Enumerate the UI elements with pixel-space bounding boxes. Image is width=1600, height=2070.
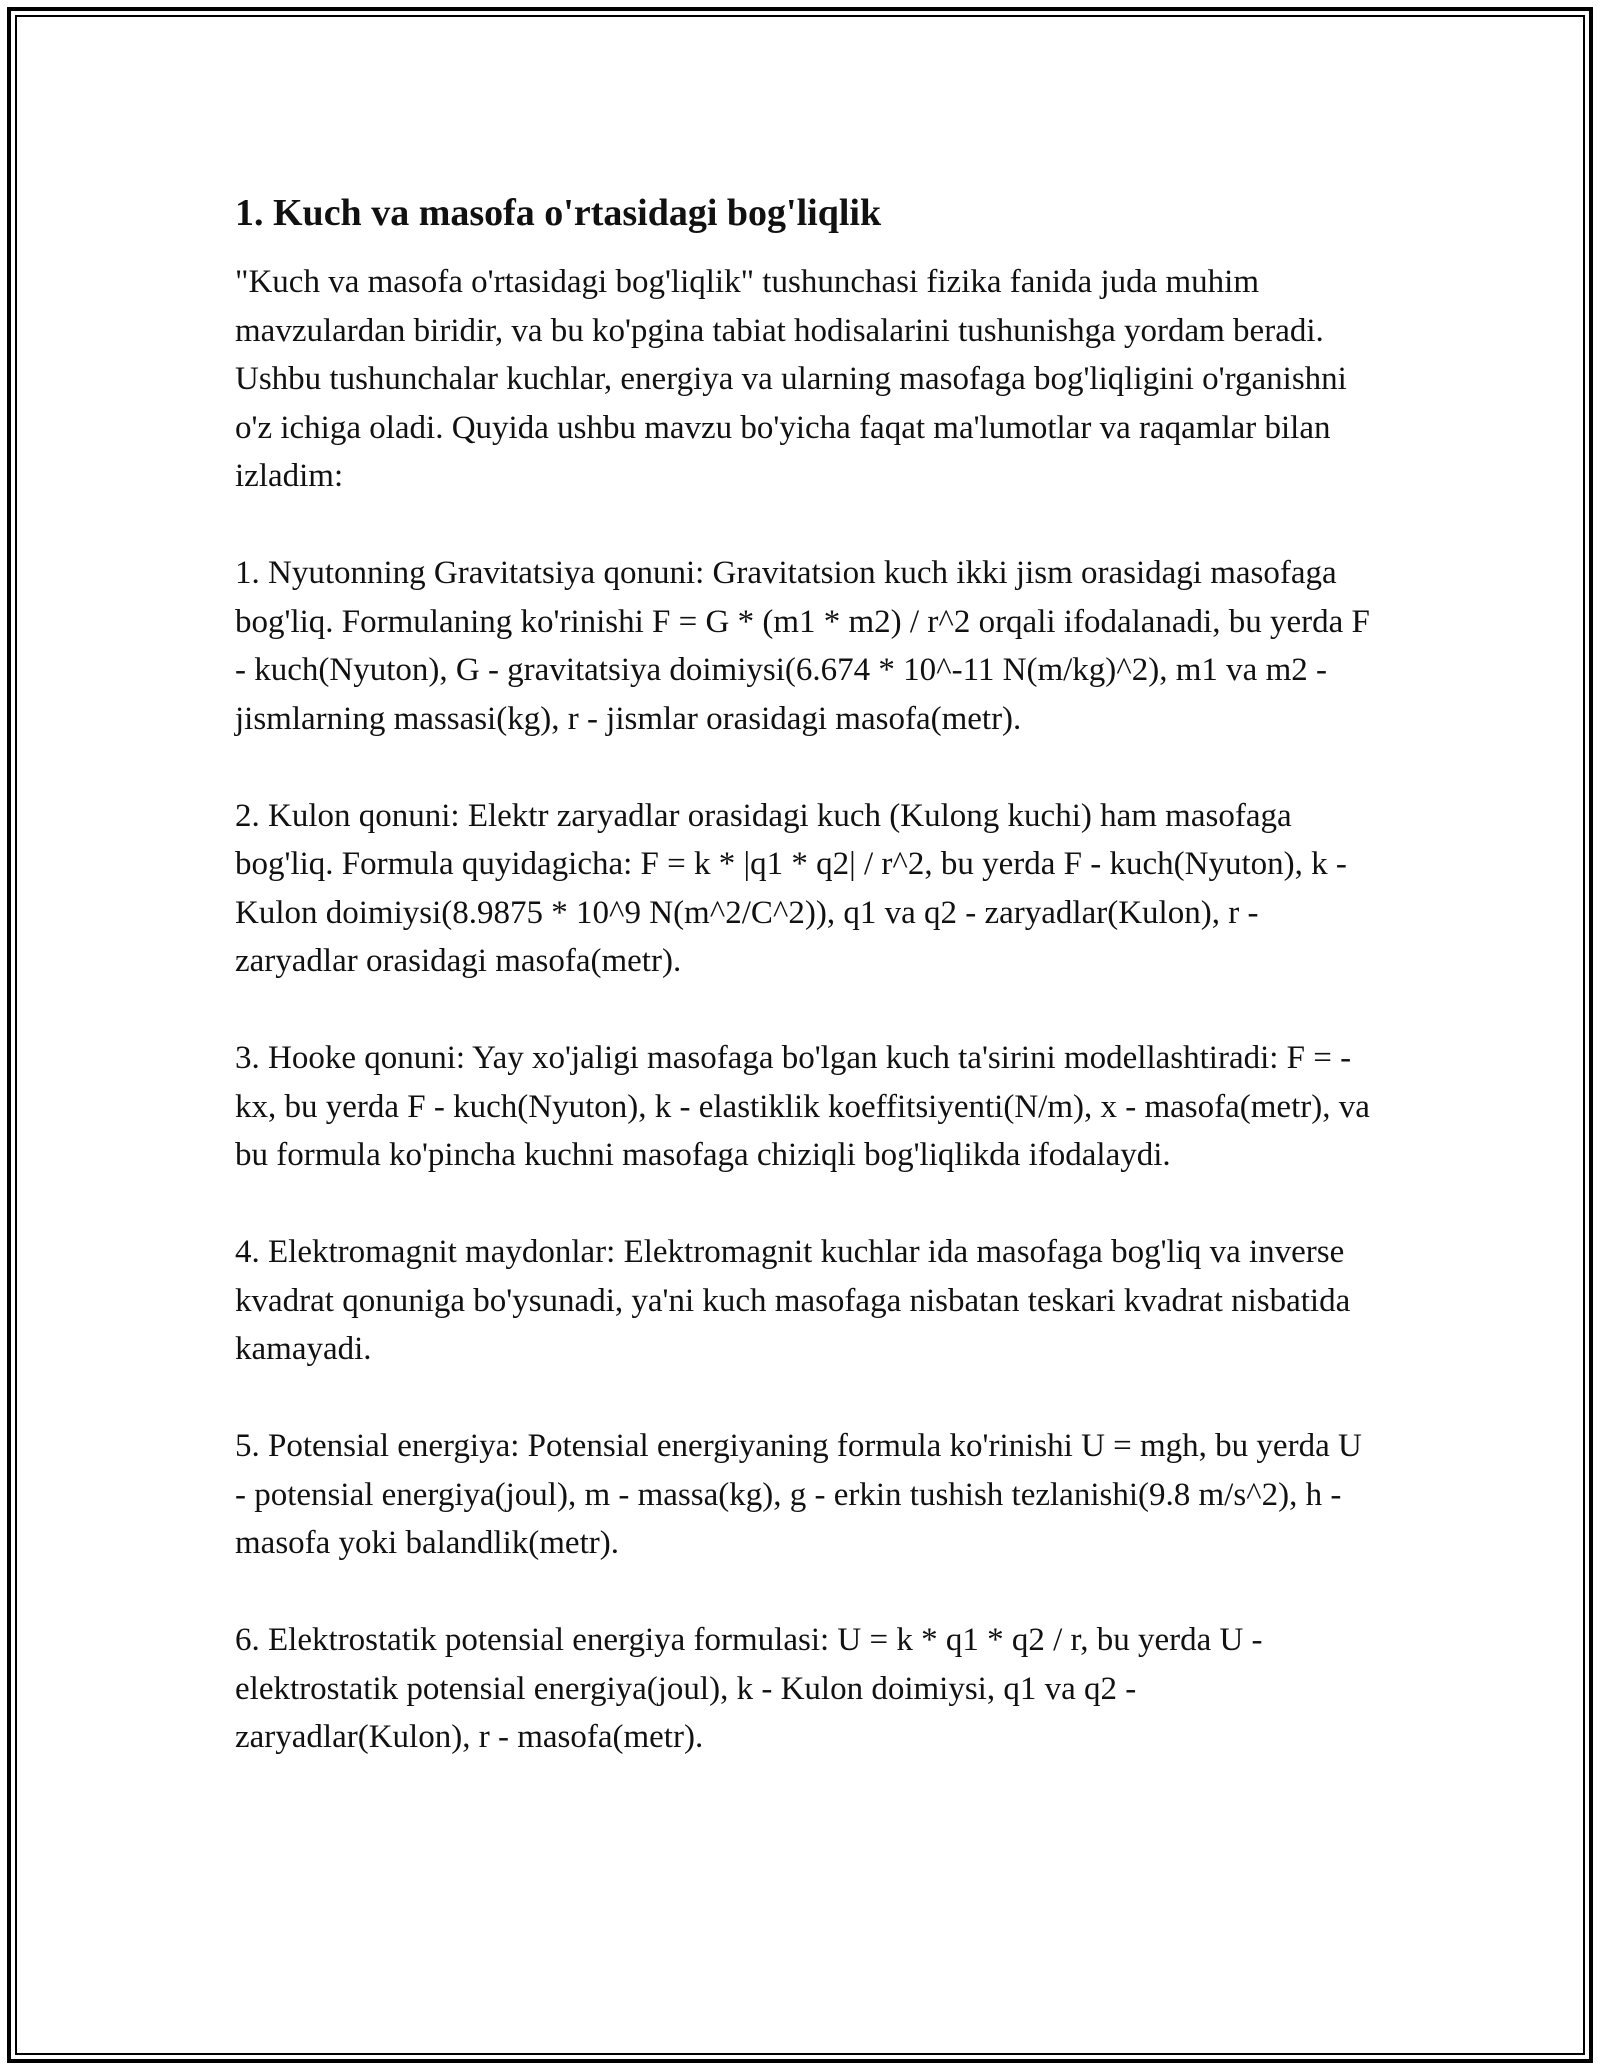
item-electromagnetic-fields: 4. Elektromagnit maydonlar: Elektromagnit kuchlar ida masofaga bog'liq va inverse kvadrat qonuniga bo'ysunadi, ya'ni kuch masofaga nisbatan teskari kvadrat nisbatida kamayadi.	[235, 1234, 1351, 1367]
document-title: 1. Kuch va masofa o'rtasidagi bog'liqlik	[235, 192, 882, 234]
item-gravitation-law: 1. Nyutonning Gravitatsiya qonuni: Gravitatsion kuch ikki jism orasidagi masofaga bog'liq. Formulaning ko'rinishi F = G * (m1 * m2) / r^2 orqali ifodalanadi, bu yerda F - kuch(Nyuton), G - gravitatsiya doimiysi(6.674 * 10^-11 N(m/kg)^2), m1 va m2 - jismlarning massasi(kg), r - jismlar orasidagi masofa(metr).	[235, 555, 1370, 737]
intro-paragraph: "Kuch va masofa o'rtasidagi bog'liqlik" tushunchasi fizika fanida juda muhim mavzulardan biridir, va bu ko'pgina tabiat hodisalarini tushunishga yordam beradi. Ushbu tushunchalar kuchlar, energiya va ularning masofaga bog'liqligini o'rganishni o'z ichiga oladi. Quyida ushbu mavzu bo'yicha faqat ma'lumotlar va raqamlar bilan izladim:	[235, 264, 1347, 494]
item-electrostatic-potential-energy: 6. Elektrostatik potensial energiya formulasi: U = k * q1 * q2 / r, bu yerda U - elektrostatik potensial energiya(joul), k - Kulon doimiysi, q1 va q2 - zaryadlar(Kulon), r - masofa(metr).	[235, 1622, 1263, 1755]
item-potential-energy: 5. Potensial energiya: Potensial energiyaning formula ko'rinishi U = mgh, bu yerda U - potensial energiya(joul), m - massa(kg), g - erkin tushish tezlanishi(9.8 m/s^2), h - masofa yoki balandlik(metr).	[235, 1428, 1362, 1561]
item-hooke-law: 3. Hooke qonuni: Yay xo'jaligi masofaga bo'lgan kuch ta'sirini modellashtiradi: F = -kx, bu yerda F - kuch(Nyuton), k - elastiklik koeffitsiyenti(N/m), x - masofa(metr), va bu formula ko'pincha kuchni masofaga chiziqli bog'liqlikda ifodalaydi.	[235, 1040, 1370, 1173]
item-coulomb-law: 2. Kulon qonuni: Elektr zaryadlar orasidagi kuch (Kulong kuchi) ham masofaga bog'liq. Formula quyidagicha: F = k * |q1 * q2| / r^2, bu yerda F - kuch(Nyuton), k - Kulon doimiysi(8.9875 * 10^9 N(m^2/C^2)), q1 va q2 - zaryadlar(Kulon), r - zaryadlar orasidagi masofa(metr).	[235, 797, 1347, 979]
document-body	[235, 188, 1375, 1810]
